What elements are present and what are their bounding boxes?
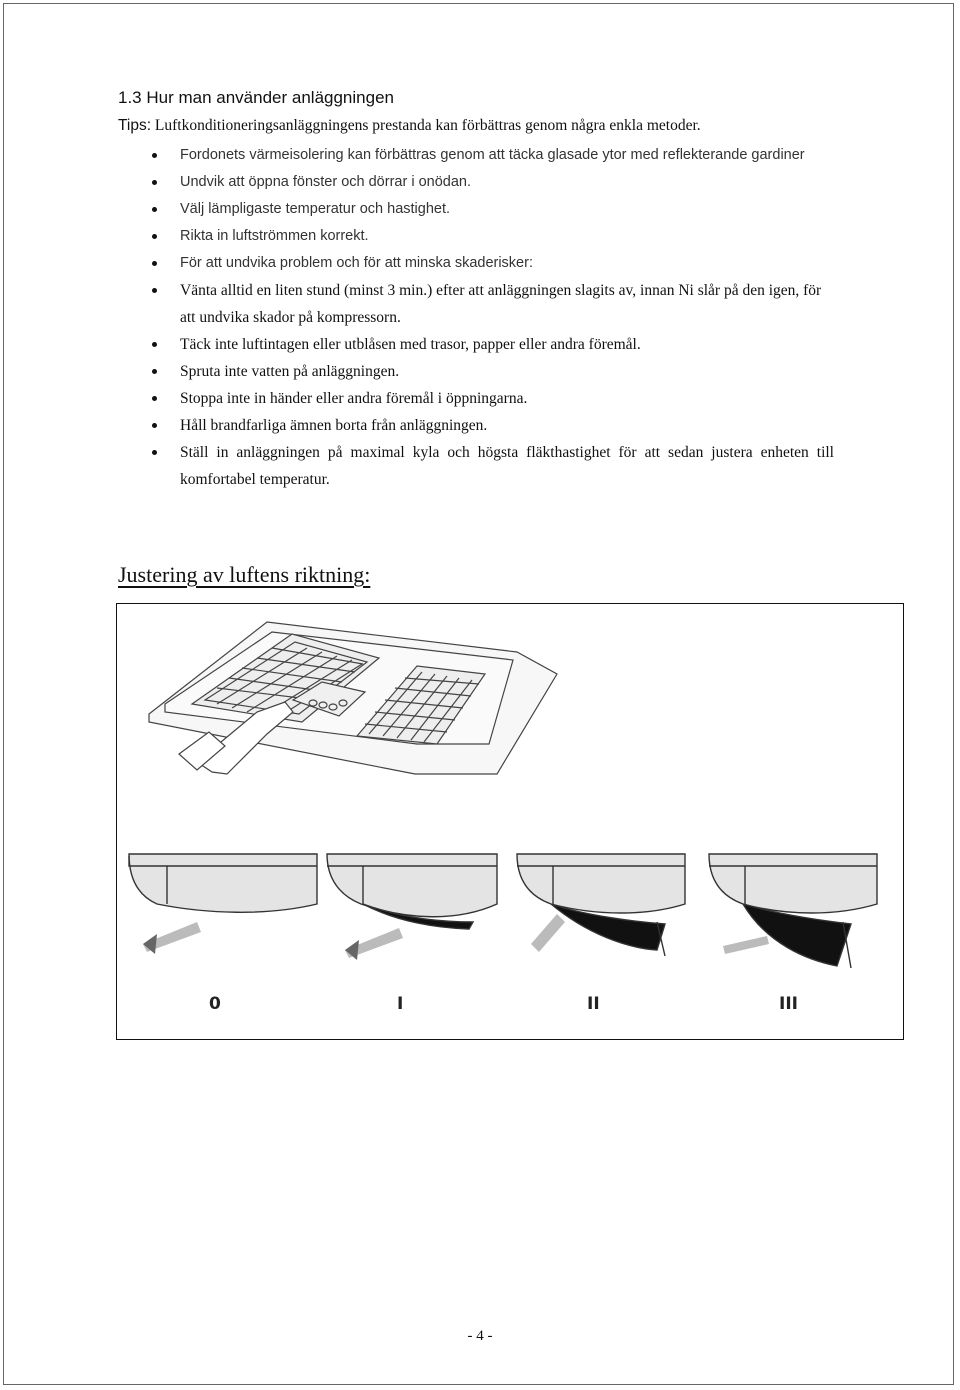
list-item: Spruta inte vatten på anläggningen. [118,358,834,385]
list-item: Ställ in anläggningen på maximal kyla och högsta fläkthastighet för att sedan justera enheten till komfortabel temperatur. [118,439,834,493]
vane-position-i [327,854,497,960]
position-label-ii: II [587,994,600,1014]
list-item: Håll brandfarliga ämnen borta från anläggningen. [118,412,834,439]
tips-text: Luftkonditioneringsanläggningens prestanda kan förbättras genom några enkla metoder. [151,117,701,134]
list-item: Stoppa inte in händer eller andra föremål i öppningarna. [118,385,834,412]
airflow-figure [116,603,904,1040]
list-item: Täck inte luftintagen eller utblåsen med trasor, papper eller andra föremål. [118,331,834,358]
tips-label: Tips: [118,117,152,134]
ceiling-unit-drawing [149,622,557,774]
airflow-illustration [117,604,903,1039]
list-item: För att undvika problem och för att minska skaderisker: [118,250,834,277]
tips-line [118,117,838,135]
tips-list [118,142,834,493]
vane-position-0 [129,854,317,954]
list-item: Fordonets värmeisolering kan förbättras genom att täcka glasade ytor med reflekterande gardiner [118,142,834,169]
list-item: Undvik att öppna fönster och dörrar i onödan. [118,169,834,196]
page-number: - 4 - [467,1328,493,1344]
vane-position-iii [709,854,877,968]
position-label-0: 0 [209,994,221,1014]
section-heading: 1.3 Hur man använder anläggningen [118,88,394,107]
position-label-i: I [397,994,404,1014]
vane-position-ii [517,854,685,956]
position-label-iii: III [779,994,798,1014]
list-item: Välj lämpligaste temperatur och hastighet. [118,196,834,223]
list-item: Vänta alltid en liten stund (minst 3 min.) efter att anläggningen slagits av, innan Ni slår på den igen, för att undvika skador på kompressorn. [118,277,834,331]
section-title: Justering av luftens riktning: [118,562,371,587]
list-item: Rikta in luftströmmen korrekt. [118,223,834,250]
